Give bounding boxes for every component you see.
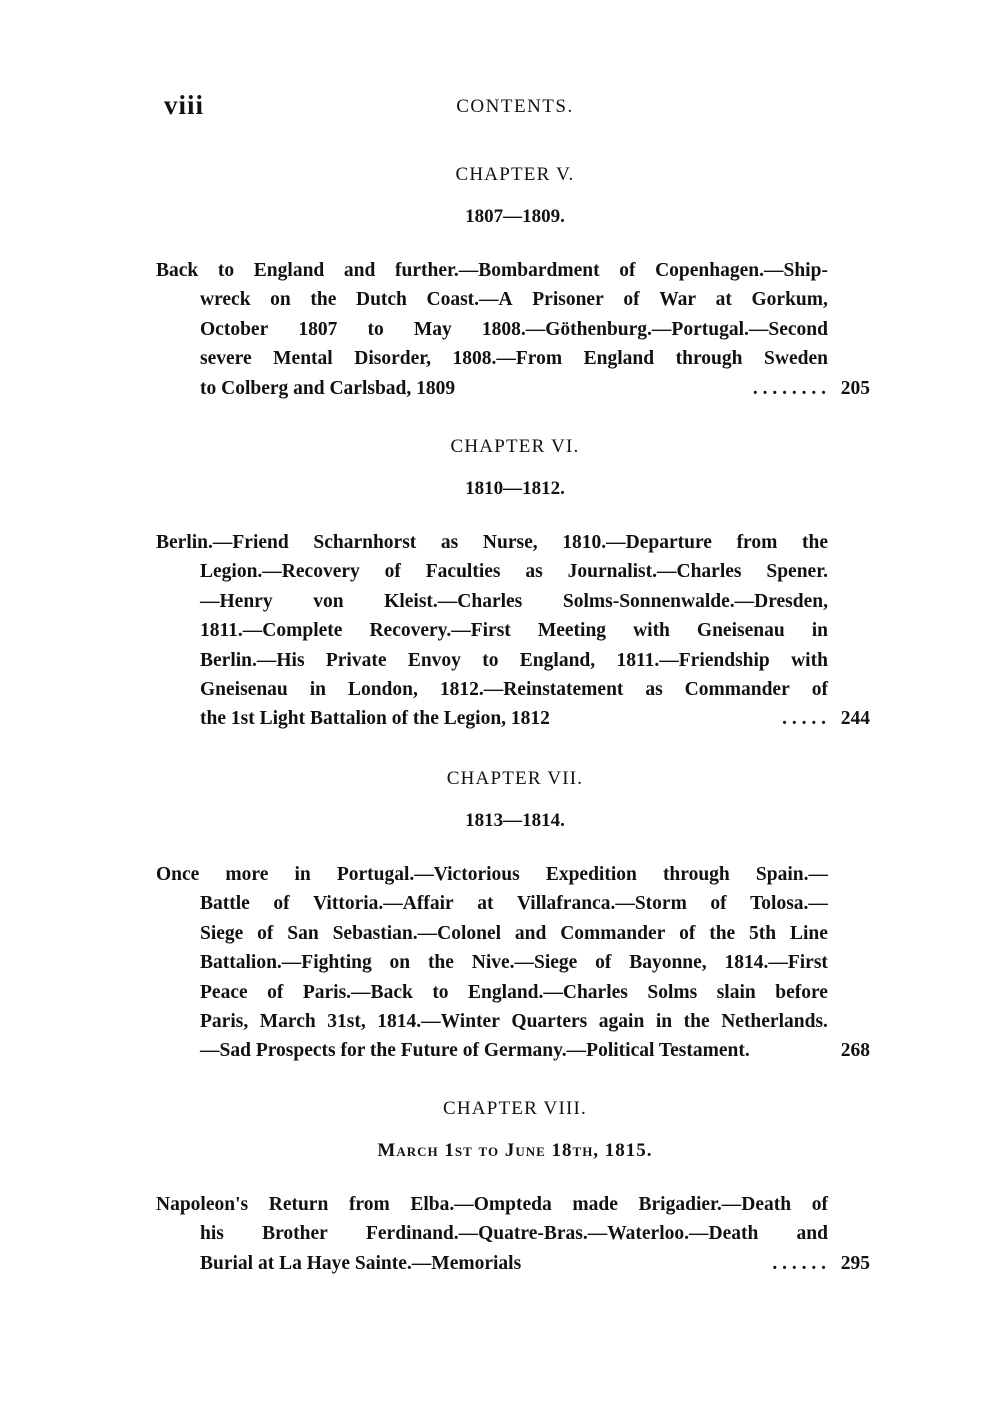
summary-word: Villafranca.—Storm — [516, 893, 687, 915]
summary-word: War — [659, 289, 697, 311]
summary-last-line — [200, 374, 828, 403]
summary-word: Kleist.—Charles — [384, 590, 523, 612]
summary-line — [200, 1219, 828, 1248]
summary-word: Sweden — [764, 348, 828, 370]
chapter-summary — [156, 256, 870, 403]
summary-word: on — [270, 289, 291, 311]
summary-word: England — [253, 260, 325, 281]
summary-word: Sebastian.—Colonel — [332, 922, 502, 944]
summary-word: Legion.—Recovery — [200, 561, 360, 583]
summary-word: and — [796, 1223, 828, 1245]
summary-line — [200, 919, 828, 948]
summary-word: the — [310, 289, 337, 311]
summary-last-line-text: —Sad Prospects for the Future of Germany.—Political Testament. — [200, 1040, 750, 1062]
summary-line — [200, 557, 828, 586]
summary-word: Return — [268, 1194, 329, 1215]
summary-word: with — [633, 620, 670, 642]
summary-word: Gorkum, — [751, 289, 828, 311]
summary-word: October — [200, 318, 269, 340]
summary-word: Spener. — [766, 561, 828, 583]
summary-word: Line — [789, 922, 828, 944]
chapter-summary — [156, 860, 870, 1066]
summary-word: of — [273, 893, 290, 915]
summary-word: Napoleon's — [156, 1194, 249, 1215]
summary-line — [200, 978, 828, 1007]
summary-word: wreck — [200, 289, 251, 311]
summary-word: to — [482, 649, 499, 671]
summary-word: England — [583, 348, 655, 370]
summary-word: Commander — [684, 678, 790, 700]
summary-word: Gneisenau — [696, 620, 785, 642]
dot-leader: . . . . . . . . — [752, 377, 826, 399]
summary-word: further.—Bombardment — [395, 260, 600, 281]
summary-word: Dutch — [355, 289, 407, 311]
summary-last-line — [200, 1249, 828, 1278]
chapter-summary — [156, 528, 870, 734]
summary-word: Solms — [647, 981, 698, 1003]
running-title: CONTENTS. — [456, 96, 574, 117]
summary-last-line-text: the 1st Light Battalion of the Legion, 1812 — [200, 708, 550, 730]
summary-word: Brother — [262, 1223, 328, 1245]
chapter-title: CHAPTER VII. — [446, 768, 584, 789]
summary-word: to — [217, 260, 235, 281]
summary-word: the — [802, 532, 828, 553]
summary-word: to — [367, 318, 384, 340]
summary-word: Bayonne, — [629, 952, 707, 974]
summary-word: through — [675, 348, 743, 370]
summary-word: of — [384, 561, 401, 583]
summary-word: Spain.— — [755, 864, 828, 885]
summary-word: at — [715, 289, 732, 311]
summary-word: at — [477, 893, 494, 915]
summary-word: severe — [200, 348, 252, 370]
dot-leader — [750, 1036, 828, 1065]
summary-word: England, — [519, 649, 596, 671]
summary-word: in — [811, 620, 828, 642]
summary-word: London, — [347, 678, 418, 700]
summary-word: of — [267, 981, 284, 1003]
summary-line — [200, 675, 828, 704]
summary-line — [156, 1190, 828, 1219]
summary-word: of — [595, 952, 612, 974]
chapter-section — [0, 430, 1000, 734]
summary-word: Copenhagen.—Ship- — [655, 260, 828, 281]
summary-word: in — [309, 678, 326, 700]
summary-word: as — [645, 678, 663, 700]
summary-word: May — [413, 318, 452, 340]
summary-word: 1814.—First — [724, 952, 828, 974]
summary-word: as — [440, 532, 459, 553]
summary-word: his — [200, 1223, 224, 1245]
summary-word: Coast.—A — [426, 289, 513, 311]
summary-word: Journalist.—Charles — [567, 561, 742, 583]
summary-word: 1810.—Departure — [562, 532, 712, 553]
summary-word: of — [811, 678, 828, 700]
summary-word: March — [259, 1010, 316, 1032]
summary-word: Disorder, — [354, 348, 431, 370]
summary-line — [200, 948, 828, 977]
summary-word: von — [313, 590, 344, 612]
summary-word: of — [679, 922, 696, 944]
summary-word: Netherlands. — [721, 1010, 828, 1032]
page-reference[interactable]: 295 — [840, 1252, 870, 1274]
summary-word: Gneisenau — [200, 678, 288, 700]
summary-word: 31st, — [327, 1010, 366, 1032]
summary-word: in — [655, 1010, 673, 1032]
chapter-section — [0, 1092, 1000, 1278]
summary-word: and — [514, 922, 547, 944]
summary-word: Portugal.—Victorious — [336, 864, 520, 885]
summary-last-line-text: Burial at La Haye Sainte.—Memorials — [200, 1252, 522, 1274]
chapter-dates: 1813—1814. — [465, 810, 565, 831]
summary-word: Battle — [200, 893, 250, 915]
summary-word: with — [791, 649, 828, 671]
summary-line — [200, 1007, 828, 1036]
summary-word: Commander — [560, 922, 666, 944]
summary-word: 1808.—From — [452, 348, 563, 370]
summary-word: on — [389, 952, 411, 974]
summary-word: from — [348, 1194, 390, 1215]
summary-line — [200, 646, 828, 675]
summary-word: Ferdinand.—Quatre-Bras.—Waterloo.—Death — [365, 1223, 759, 1245]
summary-word: again — [598, 1010, 645, 1032]
summary-word: Peace — [200, 981, 248, 1003]
summary-word: Battalion.—Fighting — [200, 952, 372, 974]
summary-word: Meeting — [537, 620, 607, 642]
dot-leader: . . . . . . — [772, 1252, 826, 1274]
summary-word: —Henry — [200, 590, 273, 612]
summary-word: Brigadier.—Death — [638, 1194, 792, 1215]
summary-word: 1808.—Göthenburg.—Portugal.—Second — [481, 318, 828, 340]
summary-word: of — [811, 1194, 828, 1215]
chapter-section — [0, 762, 1000, 1066]
chapter-summary — [156, 1190, 870, 1278]
summary-word: more — [225, 864, 269, 885]
summary-word: Private — [325, 649, 387, 671]
summary-word: San — [287, 922, 319, 944]
summary-line — [156, 860, 828, 889]
summary-word: Expedition — [545, 864, 637, 885]
summary-word: Solms-Sonnenwalde.—Dresden, — [562, 590, 828, 612]
summary-word: Mental — [273, 348, 333, 370]
page-number: viii — [164, 90, 205, 120]
summary-word: made — [572, 1194, 618, 1215]
summary-word: Envoy — [407, 649, 461, 671]
summary-word: Prisoner — [532, 289, 604, 311]
summary-line — [156, 256, 828, 285]
chapter-title: CHAPTER VIII. — [442, 1098, 588, 1119]
summary-word: Vittoria.—Affair — [313, 893, 454, 915]
summary-word: before — [775, 981, 828, 1003]
summary-word: as — [525, 561, 543, 583]
summary-word: Scharnhorst — [313, 532, 417, 553]
chapter-dates: 1807—1809. — [465, 206, 565, 227]
summary-line — [200, 285, 828, 314]
summary-line — [200, 616, 828, 645]
summary-word: Berlin.—Friend — [156, 532, 289, 553]
summary-word: of — [623, 289, 640, 311]
summary-last-line — [200, 704, 828, 733]
summary-line — [200, 587, 828, 616]
summary-word: Once — [156, 864, 200, 885]
summary-word: Faculties — [425, 561, 501, 583]
summary-word: Quarters — [511, 1010, 588, 1032]
summary-word: the — [427, 952, 454, 974]
chapter-dates: 1810—1812. — [465, 478, 565, 499]
summary-line — [200, 315, 828, 344]
chapter-title: CHAPTER VI. — [450, 436, 580, 457]
page-reference[interactable]: 205 — [840, 377, 870, 399]
summary-word: Recovery.—First — [369, 620, 511, 642]
summary-word: to — [432, 981, 449, 1003]
summary-word: Nurse, — [482, 532, 538, 553]
summary-word: the — [709, 922, 736, 944]
summary-word: Nive.—Siege — [471, 952, 578, 974]
summary-word: of — [619, 260, 636, 281]
chapter-dates: March 1st to June 18th, 1815. — [377, 1140, 653, 1161]
summary-line — [200, 889, 828, 918]
summary-word: of — [257, 922, 274, 944]
summary-word: Paris, — [200, 1010, 249, 1032]
summary-word: the — [683, 1010, 710, 1032]
summary-word: 1814.—Winter — [377, 1010, 500, 1032]
summary-word: and — [343, 260, 376, 281]
summary-word: England.—Charles — [468, 981, 628, 1003]
summary-word: Siege — [200, 922, 244, 944]
dot-leader: . . . . . — [782, 708, 826, 730]
summary-word: Berlin.—His — [200, 649, 305, 671]
summary-word: through — [662, 864, 730, 885]
chapter-section — [0, 158, 1000, 403]
summary-word: 1812.—Reinstatement — [439, 678, 624, 700]
summary-word: Paris.—Back — [302, 981, 413, 1003]
page-reference[interactable]: 268 — [840, 1040, 870, 1062]
summary-word: 1811.—Friendship — [616, 649, 770, 671]
summary-last-line-text: to Colberg and Carlsbad, 1809 — [200, 377, 456, 399]
summary-word: 1807 — [298, 318, 338, 340]
summary-word: 1811.—Complete — [200, 620, 343, 642]
summary-word: Tolosa.— — [750, 893, 828, 915]
summary-word: of — [710, 893, 727, 915]
summary-word: in — [294, 864, 311, 885]
summary-word: slain — [716, 981, 756, 1003]
page-reference[interactable]: 244 — [840, 708, 870, 730]
summary-last-line — [200, 1036, 828, 1065]
summary-word: from — [736, 532, 778, 553]
summary-line — [200, 344, 828, 373]
chapter-title: CHAPTER V. — [455, 164, 575, 185]
summary-word: 5th — [749, 922, 777, 944]
summary-line — [156, 528, 828, 557]
summary-word: Back — [156, 260, 199, 281]
summary-word: Elba.—Ompteda — [410, 1194, 552, 1215]
